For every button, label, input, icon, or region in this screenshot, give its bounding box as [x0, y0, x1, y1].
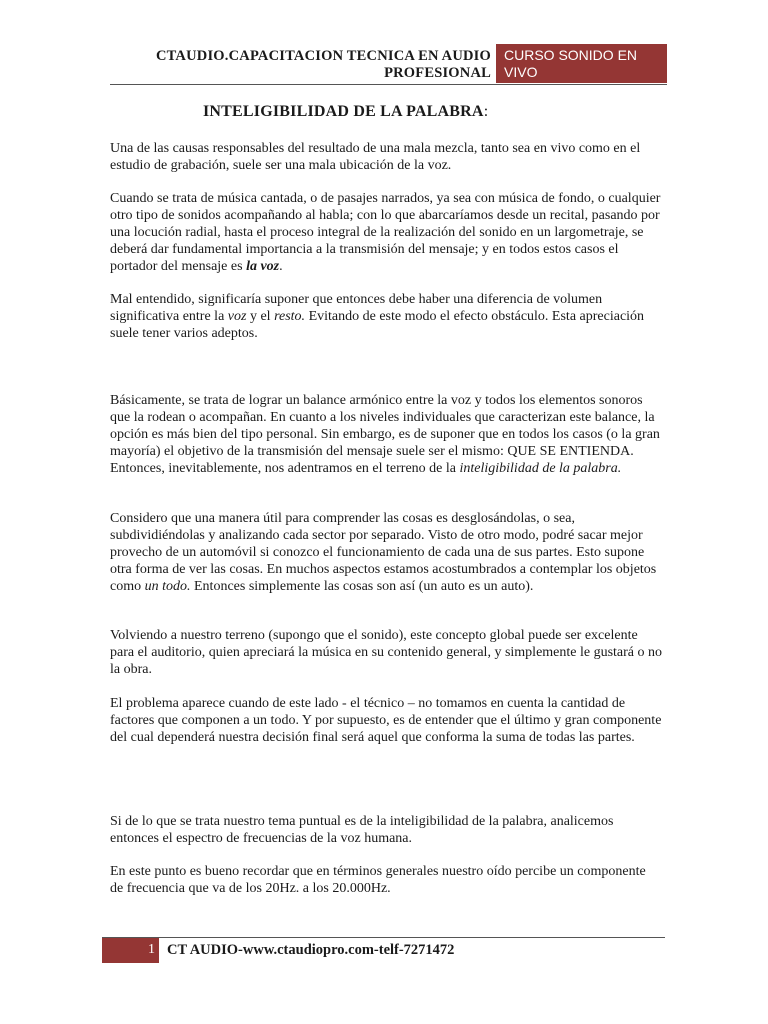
- page-number: 1: [148, 942, 155, 957]
- header-title-line2: PROFESIONAL: [384, 65, 491, 81]
- document-title-colon: :: [483, 103, 489, 120]
- paragraph-4: [110, 392, 662, 477]
- paragraph-3: [110, 291, 662, 342]
- paragraph-7-text: El problema aparece cuando de este lado - el técnico – no tomamos en cuenta la cantidad de factores que componen a un todo. Y por supuesto, es de entender que el último y gran componente del cual dependerá nuestra decisión final será aquel que conforma la suma de todas las partes.: [110, 696, 662, 745]
- paragraph-3-part-a: Mal entendido, significaría suponer que entonces debe haber una diferencia de volumen significativa entre la: [110, 292, 603, 324]
- paragraph-3-emphasis-voz: voz: [227, 309, 247, 324]
- paragraph-5-emphasis: un todo.: [144, 579, 191, 594]
- header-course-line1: CURSO SONIDO EN: [504, 47, 638, 63]
- paragraph-2-emphasis: la voz: [246, 259, 280, 274]
- paragraph-5-part-a: Considero que una manera útil para comprender las cosas es desglosándolas, o sea, subdividiéndolas y analizando cada sector por separado. Visto de otro modo, podré sacar mejor provecho de un automóvil si conozco el funcionamiento de cada una de sus partes. Esto supone otra forma de ver las cosas. En muchos aspectos estamos acostumbrados a contemplar los objetos como: [110, 511, 657, 594]
- paragraph-9: [110, 863, 662, 897]
- paragraph-3-part-b: Evitando de este modo el efecto obstáculo. Esta apreciación suele tener varios adeptos.: [110, 309, 645, 341]
- header-divider: [110, 84, 667, 85]
- header-title-line1: CTAUDIO.CAPACITACION TECNICA EN AUDIO: [155, 48, 491, 64]
- page-number-badge: [102, 938, 159, 963]
- paragraph-8: [110, 813, 662, 847]
- paragraph-3-text: [110, 291, 662, 342]
- paragraph-4-text: [110, 392, 662, 477]
- footer-contact: CT AUDIO-www.ctaudiopro.com-telf-7271472: [167, 942, 455, 958]
- paragraph-6: [110, 627, 662, 678]
- paragraph-2-part-b: .: [279, 259, 283, 274]
- paragraph-1: [110, 140, 662, 174]
- paragraph-1-text: Una de las causas responsables del resultado de una mala mezcla, tanto sea en vivo como en el estudio de grabación, suele ser una mala ubicación de la voz.: [110, 141, 641, 173]
- header-course-badge: [496, 44, 667, 83]
- paragraph-2: [110, 190, 662, 275]
- paragraph-5: [110, 510, 662, 595]
- footer-divider: [102, 937, 665, 938]
- paragraph-5-text: [110, 510, 662, 595]
- header-title: [156, 48, 491, 82]
- paragraph-2-text: [110, 190, 662, 275]
- paragraph-9-text: En este punto es bueno recordar que en términos generales nuestro oído percibe un componente de frecuencia que va de los 20Hz. a los 20.000Hz.: [110, 864, 646, 896]
- paragraph-2-part-a: Cuando se trata de música cantada, o de pasajes narrados, ya sea con música de fondo, o cualquier otro tipo de sonidos acompañando al habla; con lo que abarcaríamos desde un recital, pasando por una locución radial, hasta el proceso integral de la realización del sonido en un largometraje, se deberá dar fundamental importancia a la transmisión del mensaje; y en todos estos casos el portador del mensaje es: [110, 191, 661, 274]
- document-title-text: INTELIGIBILIDAD DE LA PALABRA: [203, 103, 484, 120]
- paragraph-3-emphasis-resto: resto.: [274, 309, 306, 324]
- paragraph-4-emphasis: inteligibilidad de la palabra.: [459, 461, 622, 476]
- document-title: [203, 103, 488, 121]
- paragraph-4-part-a: Básicamente, se trata de lograr un balance armónico entre la voz y todos los elementos sonoros que la rodean o acompañan. En cuanto a los niveles individuales que caracterizan este balance, la opción es más bien del tipo personal. Sin embargo, es de suponer que en todos los casos (o la gran mayoría) el objetivo de la transmisión del mensaje suele ser el mismo: QUE SE ENTIENDA. Entonces, inevitablemente, nos adentramos en el terreno de la: [110, 393, 660, 476]
- paragraph-3-mid: y el: [246, 309, 275, 324]
- paragraph-5-part-b: Entonces simplemente las cosas son así (un auto es un auto).: [190, 579, 534, 594]
- page-header: [110, 44, 667, 83]
- header-course-line2: VIVO: [504, 64, 538, 80]
- paragraph-8-text: Si de lo que se trata nuestro tema puntual es de la inteligibilidad de la palabra, analicemos entonces el espectro de frecuencias de la voz humana.: [110, 814, 614, 846]
- paragraph-7: [110, 695, 662, 746]
- paragraph-6-text: Volviendo a nuestro terreno (supongo que el sonido), este concepto global puede ser excelente para el auditorio, quien apreciará la música en su contenido general, y simplemente le gustará o no la obra.: [110, 628, 663, 677]
